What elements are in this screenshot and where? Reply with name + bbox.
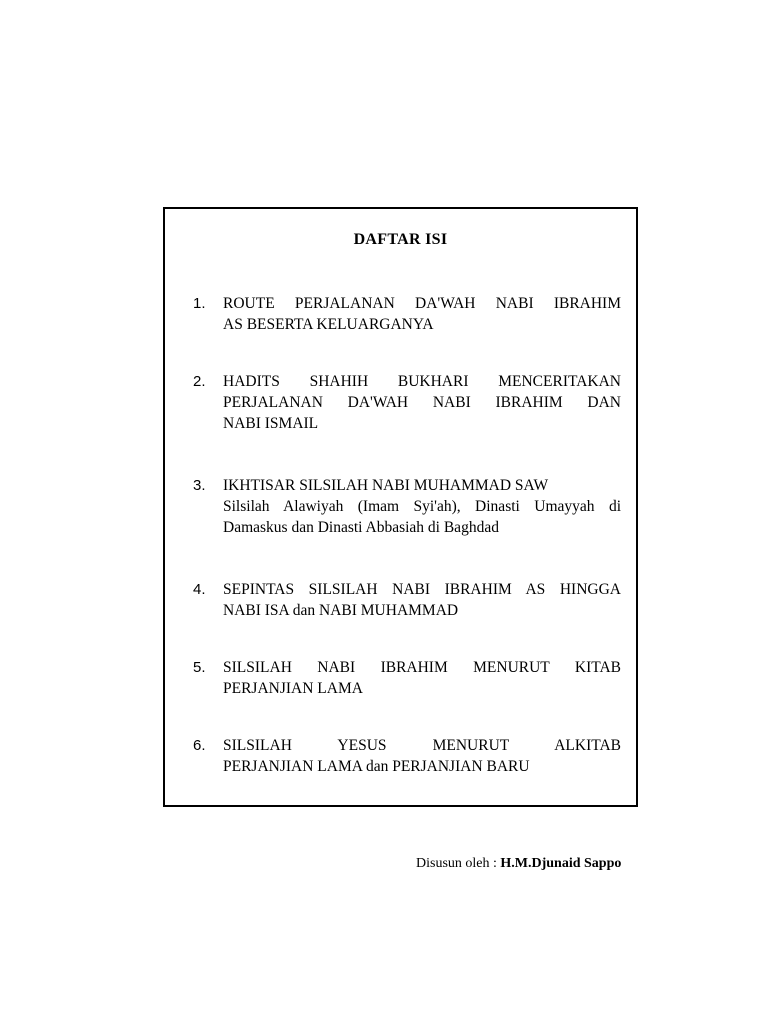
toc-item-line: NABI ISA dan NABI MUHAMMAD xyxy=(223,602,459,619)
toc-item-number: 5. xyxy=(193,659,206,676)
toc-item-line: PERJANJIAN LAMA xyxy=(223,680,363,697)
toc-item-text xyxy=(223,579,621,621)
toc-item-line: ROUTE PERJALANAN DA'WAH NABI IBRAHIM xyxy=(223,295,621,312)
toc-item-line: SEPINTAS SILSILAH NABI IBRAHIM AS HINGGA xyxy=(223,581,621,598)
toc-item-line: NABI ISMAIL xyxy=(223,415,319,432)
author-credit xyxy=(416,856,621,872)
toc-item-1 xyxy=(193,293,621,335)
table-of-contents-box xyxy=(163,207,638,807)
toc-item-3 xyxy=(193,475,621,538)
toc-item-line: Silsilah Alawiyah (Imam Syi'ah), Dinasti Umayyah di xyxy=(223,498,621,515)
toc-item-line: PERJANJIAN LAMA dan PERJANJIAN BARU xyxy=(223,758,530,775)
toc-item-line: IKHTISAR SILSILAH NABI MUHAMMAD SAW xyxy=(223,477,549,494)
toc-item-line: SILSILAH YESUS MENURUT ALKITAB xyxy=(223,737,621,754)
author-name: H.M.Djunaid Sappo xyxy=(500,856,622,871)
toc-item-line: PERJALANAN DA'WAH NABI IBRAHIM DAN xyxy=(223,394,621,411)
toc-item-line: HADITS SHAHIH BUKHARI MENCERITAKAN xyxy=(223,373,621,390)
toc-item-5 xyxy=(193,657,621,699)
toc-item-number: 3. xyxy=(193,477,206,494)
credit-prefix: Disusun oleh : xyxy=(416,856,501,871)
toc-item-line: Damaskus dan Dinasti Abbasiah di Baghdad xyxy=(223,519,499,536)
toc-item-2 xyxy=(193,371,621,434)
toc-item-6 xyxy=(193,735,621,777)
toc-item-text xyxy=(223,293,621,335)
toc-item-text xyxy=(223,475,621,538)
toc-item-text xyxy=(223,657,621,699)
toc-item-number: 2. xyxy=(193,373,206,390)
toc-item-4 xyxy=(193,579,621,621)
toc-item-number: 4. xyxy=(193,581,206,598)
toc-title: DAFTAR ISI xyxy=(353,231,448,248)
toc-item-number: 6. xyxy=(193,737,206,754)
toc-item-line: AS BESERTA KELUARGANYA xyxy=(223,316,434,333)
toc-item-text xyxy=(223,371,621,434)
toc-item-number: 1. xyxy=(193,295,206,312)
toc-item-line: SILSILAH NABI IBRAHIM MENURUT KITAB xyxy=(223,659,621,676)
toc-item-text xyxy=(223,735,621,777)
